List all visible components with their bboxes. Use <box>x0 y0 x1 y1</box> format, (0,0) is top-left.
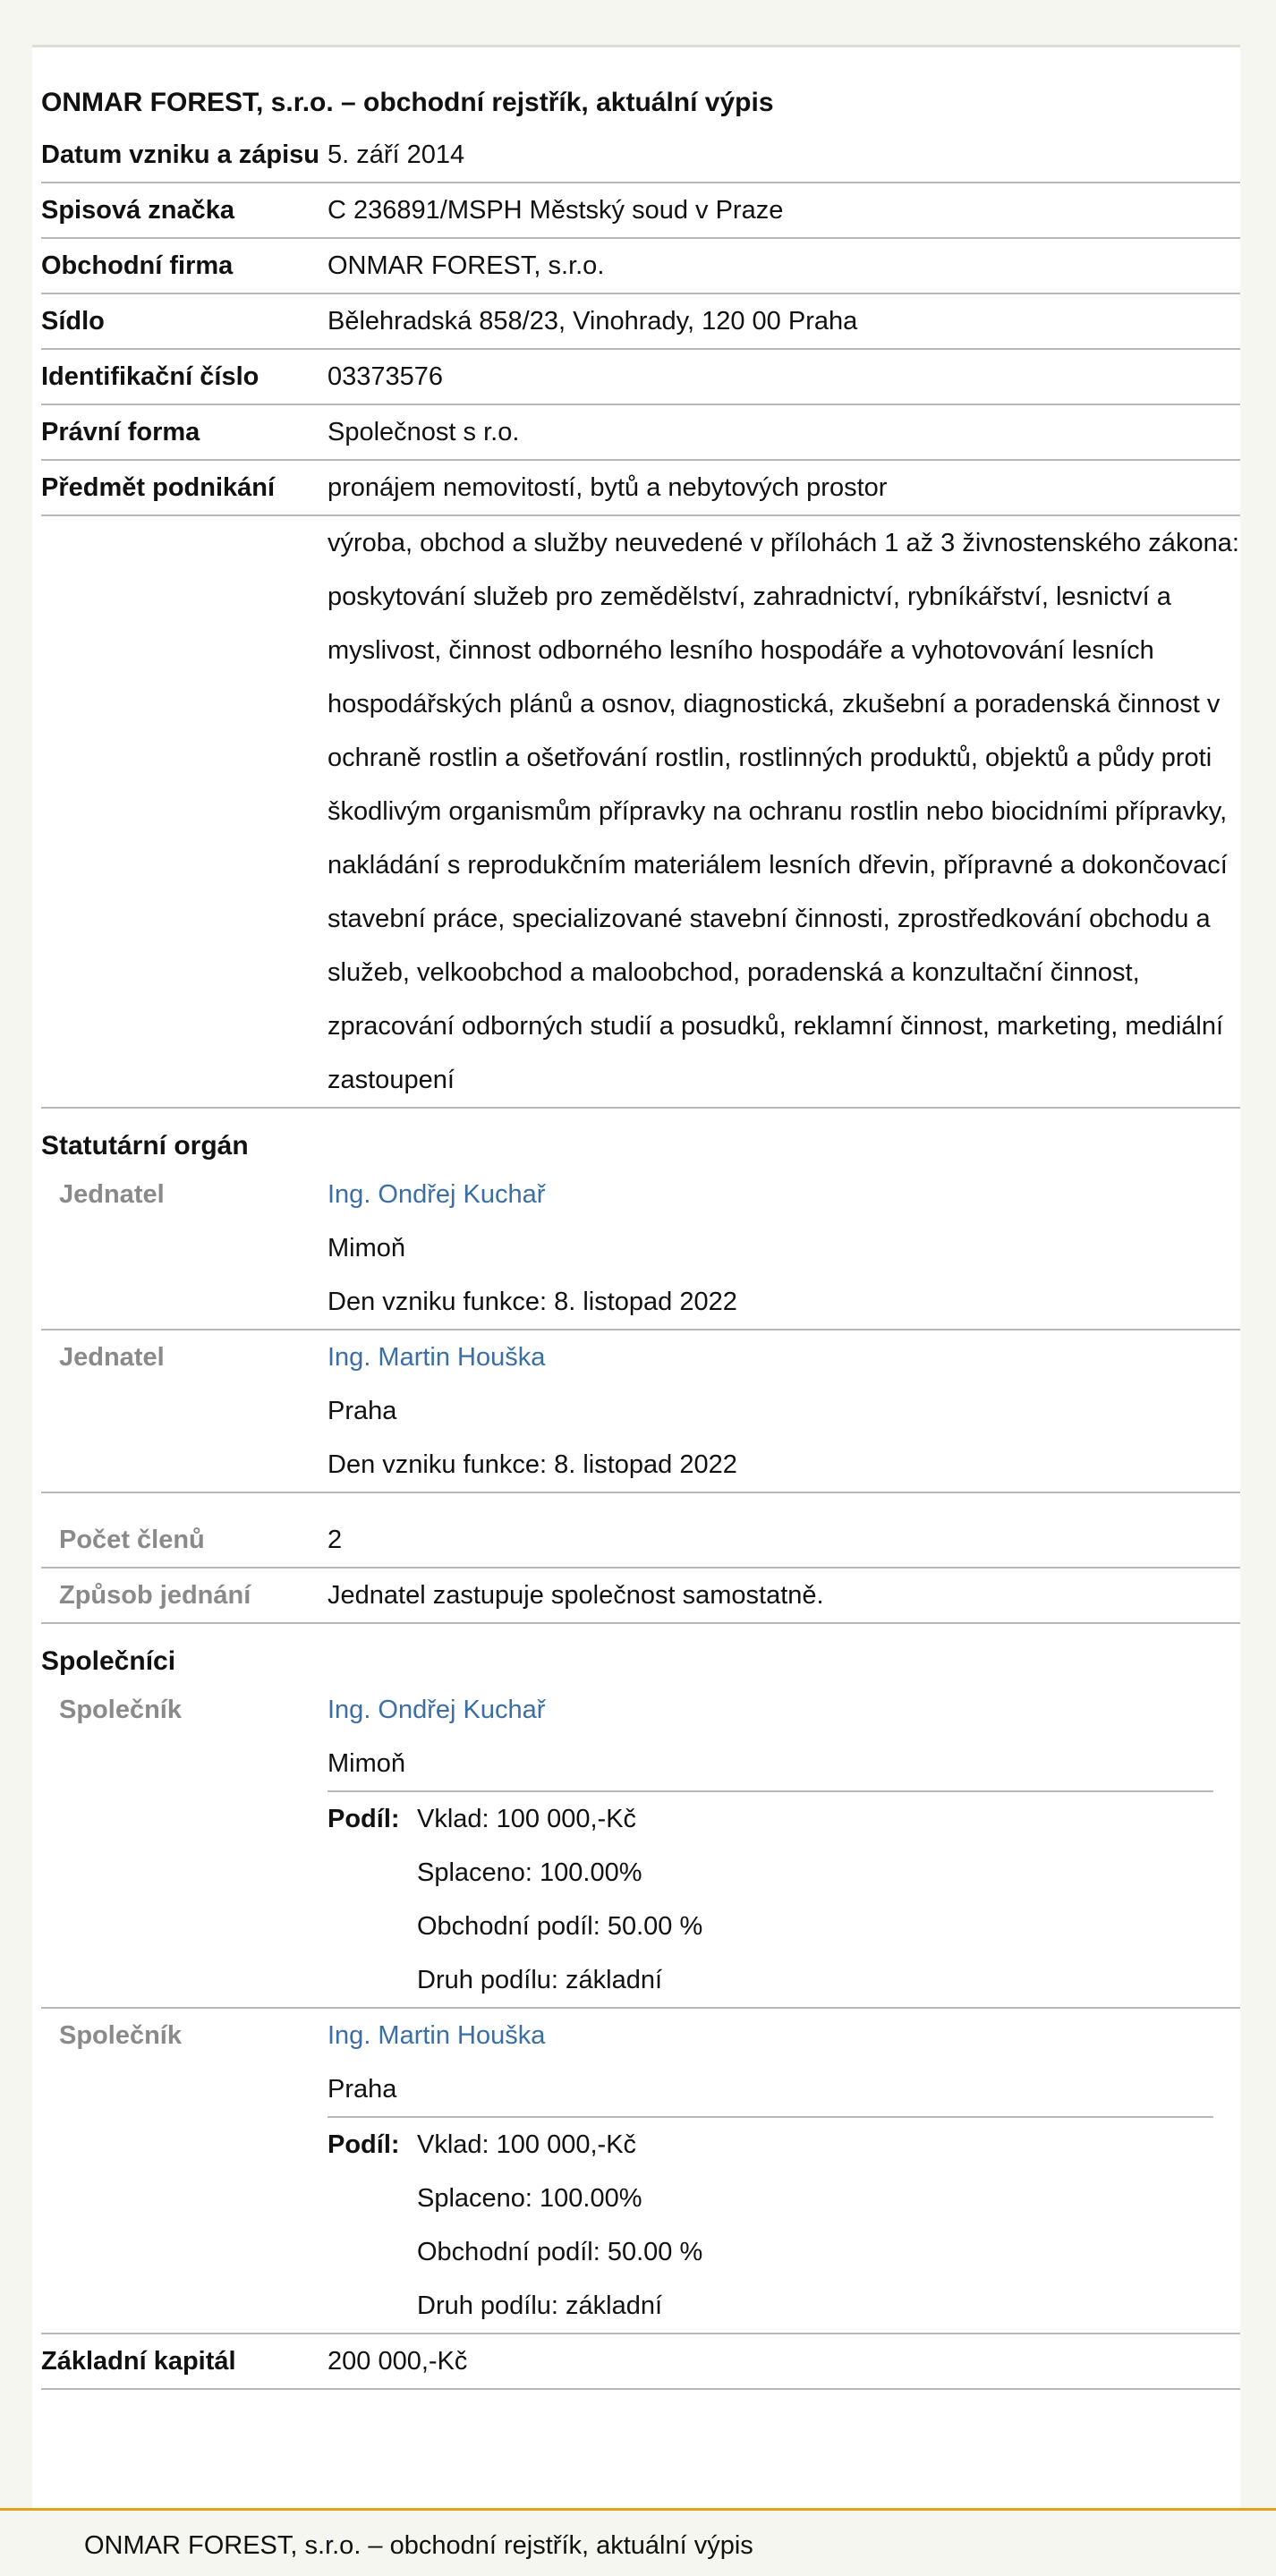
row-value: 200 000,-Kč <box>328 2347 468 2376</box>
member-since: Den vzniku funkce: 8. listopad 2022 <box>328 1288 737 1316</box>
member-role: Jednatel <box>59 1343 165 1372</box>
row-zakladni-kapital <box>41 2334 1240 2390</box>
member-name-link[interactable]: Ing. Ondřej Kuchař <box>328 1180 546 1209</box>
podil-splaceno: Splaceno: 100.00% <box>417 1858 642 1887</box>
spolecnik-name-link[interactable]: Ing. Martin Houška <box>328 2021 546 2050</box>
section-heading-statutarni-organ: Statutární orgán <box>41 1131 249 1160</box>
row-label: Obchodní firma <box>41 251 234 280</box>
footer-title: ONMAR FOREST, s.r.o. – obchodní rejstřík, aktuální výpis <box>84 2531 753 2560</box>
spolecnik-role: Společník <box>59 1696 182 1724</box>
row-label: Identifikační číslo <box>41 362 259 391</box>
row-label: Předmět podnikání <box>41 473 276 502</box>
podil-druh: Druh podílu: základní <box>417 1966 663 1994</box>
page-title: ONMAR FOREST, s.r.o. – obchodní rejstřík, aktuální výpis <box>41 88 774 117</box>
spolecnik-entry <box>41 2009 1240 2334</box>
spolecnik-entry <box>41 1683 1240 2009</box>
member-since: Den vzniku funkce: 8. listopad 2022 <box>328 1450 737 1479</box>
row-value: Jednatel zastupuje společnost samostatně. <box>328 1581 824 1610</box>
podil-block <box>328 2116 1213 2333</box>
row-label-empty <box>41 516 328 1107</box>
statutarni-member <box>41 1168 1240 1331</box>
register-extract-card <box>32 45 1240 2510</box>
member-details <box>328 1168 1240 1329</box>
row-zpusob-jednani <box>41 1569 1240 1624</box>
podil-splaceno: Splaceno: 100.00% <box>417 2184 642 2213</box>
row-label: Datum vzniku a zápisu <box>41 140 320 169</box>
statutarni-member <box>41 1331 1240 1493</box>
row-value: 03373576 <box>328 362 444 391</box>
row-value: 2 <box>328 1526 343 1554</box>
spolecnik-place: Praha <box>328 2075 397 2104</box>
podil-vklad: Vklad: 100 000,-Kč <box>417 2130 637 2159</box>
spolecnik-place: Mimoň <box>328 1749 406 1778</box>
spolecnik-role: Společník <box>59 2021 182 2050</box>
page-footer <box>0 2508 1276 2576</box>
row-label: Spisová značka <box>41 196 234 225</box>
podil-druh: Druh podílu: základní <box>417 2291 663 2320</box>
podil-vklad: Vklad: 100 000,-Kč <box>417 1805 637 1833</box>
row-identifikacni-cislo <box>41 350 1240 405</box>
podil-block <box>328 1790 1213 2007</box>
row-value: výroba, obchod a služby neuvedené v přílohách 1 až 3 živnostenského zákona: poskytování služeb pro zemědělství, zahradnictví, rybníkářství, lesnictví a myslivost, činnost odborného lesního hospodáře a vyhotovování lesních hospodářských plánů a osnov, diagnostická, zkušební a poradenská činnost v ochraně rostlin a ošetřování rostlin, rostlinných produktů, objektů a půdy proti škodlivým organismům přípravky na ochranu rostlin nebo biocidními přípravky, nakládání s reprodukčním materiálem lesních dřevin, přípravné a dokončovací stavební práce, specializované stavební činnosti, zprostředkování obchodu a služeb, velkoobchod a maloobchod, poradenská a konzultační činnost, zpracování odborných studií a posudků, reklamní činnost, marketing, mediální zastoupení <box>328 529 1239 1094</box>
row-label: Počet členů <box>59 1526 205 1554</box>
spolecnik-details <box>328 1683 1240 2007</box>
member-details <box>328 1331 1240 1492</box>
row-value: Společnost s r.o. <box>328 418 520 446</box>
register-extract-content <box>41 85 1240 2390</box>
row-pocet-clenu <box>41 1513 1240 1569</box>
section-heading-spolecnici: Společníci <box>41 1646 176 1676</box>
row-label: Právní forma <box>41 418 200 446</box>
row-spisova-znacka <box>41 183 1240 239</box>
podil-obchodni: Obchodní podíl: 50.00 % <box>417 2238 703 2266</box>
podil-obchodni: Obchodní podíl: 50.00 % <box>417 1912 703 1941</box>
podil-label: Podíl: <box>328 2130 400 2159</box>
row-obchodni-firma <box>41 239 1240 294</box>
row-pravni-forma <box>41 405 1240 461</box>
row-label: Sídlo <box>41 307 105 336</box>
spolecnik-name-link[interactable]: Ing. Ondřej Kuchař <box>328 1696 546 1724</box>
member-name-link[interactable]: Ing. Martin Houška <box>328 1343 546 1372</box>
row-value: Bělehradská 858/23, Vinohrady, 120 00 Praha <box>328 307 858 336</box>
member-role: Jednatel <box>59 1180 165 1209</box>
row-value: C 236891/MSPH Městský soud v Praze <box>328 196 784 225</box>
row-value: pronájem nemovitostí, bytů a nebytových prostor <box>328 473 888 502</box>
podil-values <box>417 1792 1213 2007</box>
member-place: Mimoň <box>328 1234 406 1262</box>
row-value: ONMAR FOREST, s.r.o. <box>328 251 605 280</box>
row-datum-vzniku <box>41 128 1240 183</box>
row-predmet-podnikani-2 <box>41 516 1240 1109</box>
row-label: Způsob jednání <box>59 1581 251 1610</box>
row-label: Základní kapitál <box>41 2347 236 2376</box>
member-place: Praha <box>328 1397 397 1425</box>
row-value: 5. září 2014 <box>328 140 465 169</box>
row-sidlo <box>41 294 1240 350</box>
row-predmet-podnikani <box>41 461 1240 516</box>
podil-label: Podíl: <box>328 1805 400 1833</box>
podil-values <box>417 2118 1213 2333</box>
spolecnik-details <box>328 2009 1240 2333</box>
